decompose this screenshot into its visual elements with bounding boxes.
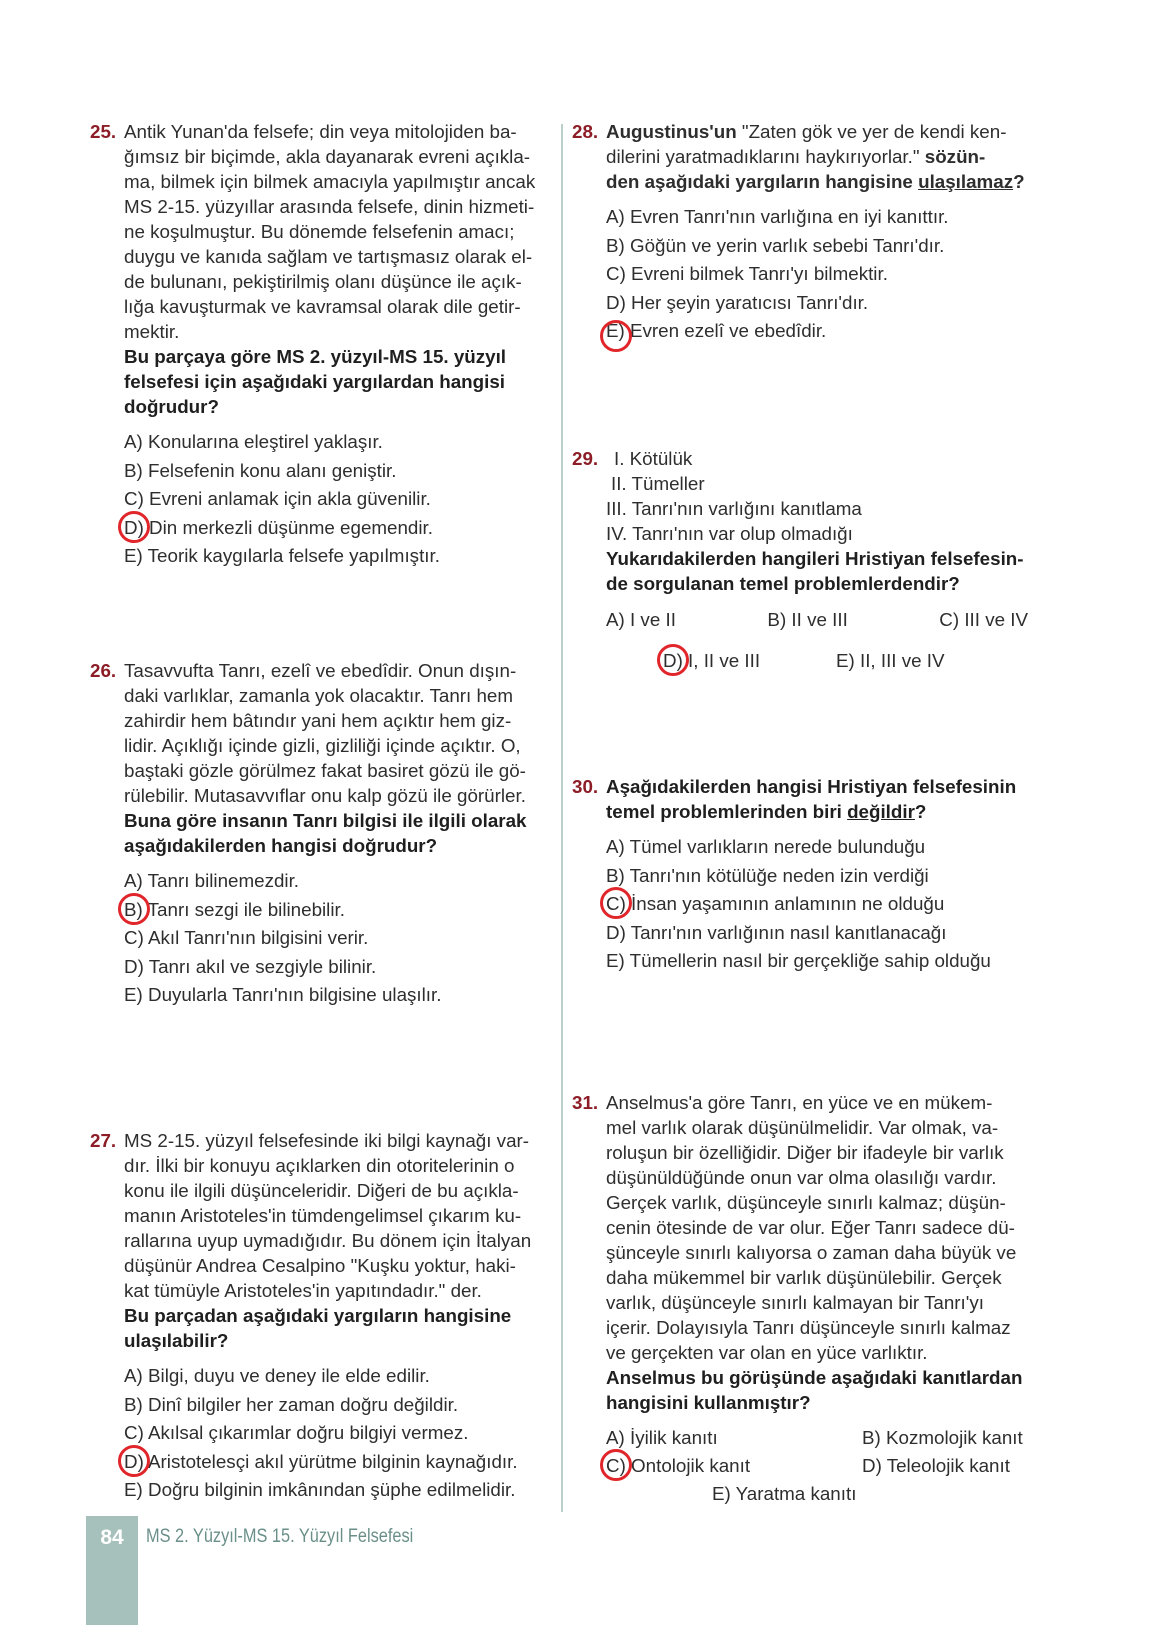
question-31	[572, 1090, 1036, 1510]
option-a[interactable]: A) Bilgi, duyu ve deney ile elde edilir.	[124, 1365, 430, 1386]
answer-circle-mark	[600, 1449, 632, 1481]
option-b[interactable]: B) Dinî bilgiler her zaman doğru değildir.	[124, 1393, 459, 1415]
question-text: Tasavvufta Tanrı, ezelî ve ebedîdir. Onun dışın- daki varlıklar, zamanla yok olacaktır. Tanrı hem zahirdir hem bâtındır yani hem açıktır hem giz- lidir. Açıklığı içinde gizli, gizliliği içinde açıktır. O, baştaki gözle görülmez fakat basiret gözü ile gö- rülebilir. Mutasavvıflar onu kalp gözü ile görürler.	[124, 660, 526, 806]
answer-circle-mark	[118, 1445, 150, 1477]
option-b[interactable]: B) Tanrı'nın kötülüğe neden izin verdiği	[606, 864, 929, 886]
question-items: I. Kötülük II. Tümeller III. Tanrı'nın varlığını kanıtlama IV. Tanrı'nın var olup olmadığı	[606, 448, 862, 544]
answer-circle-mark	[118, 511, 150, 543]
question-number: 31.	[572, 1092, 599, 1113]
option-b[interactable]: B) Kozmolojik kanıt	[862, 1427, 1023, 1448]
option-a[interactable]: A) Evren Tanrı'nın varlığına en iyi kanıttır.	[606, 206, 949, 227]
option-b[interactable]: B) II ve III	[767, 609, 848, 630]
option-b[interactable]: B) Felsefenin konu alanı geniştir.	[124, 459, 397, 481]
answer-circle-mark	[600, 320, 632, 352]
answer-options	[606, 833, 1036, 976]
question-number: 26.	[90, 660, 117, 681]
question-stem: Buna göre insanın Tanrı bilgisi ile ilgili olarak aşağıdakilerden hangisi doğrudur?	[124, 810, 527, 856]
question-number: 28.	[572, 121, 599, 142]
question-number: 29.	[572, 448, 599, 469]
answer-options	[124, 428, 553, 571]
question-28	[572, 119, 1036, 346]
option-a[interactable]: A) Tanrı bilinemezdir.	[124, 870, 300, 891]
option-a[interactable]: A) İyilik kanıtı	[606, 1427, 718, 1448]
answer-circle-mark	[657, 644, 689, 676]
answer-options	[124, 867, 553, 1010]
option-d[interactable]: D) Aristotelesçi akıl yürütme bilginin kaynağıdır.	[124, 1448, 553, 1477]
page-number: 84	[100, 1526, 124, 1549]
question-text: Augustinus'un "Zaten gök ve yer de kendi ken- dilerini yaratmadıklarını haykırıyorlar." sözün- den aşağıdaki yargıların hangisine ulaşılamaz?	[606, 121, 1025, 192]
question-26	[90, 658, 553, 1010]
option-e[interactable]: E) Doğru bilginin imkânından şüphe edilmelidir.	[124, 1479, 516, 1500]
option-b[interactable]: B) Göğün ve yerin varlık sebebi Tanrı'dır.	[606, 234, 945, 256]
question-27	[90, 1128, 553, 1505]
column-divider	[561, 124, 563, 1512]
option-a[interactable]: A) Konularına eleştirel yaklaşır.	[124, 431, 383, 452]
option-d[interactable]: D) Din merkezli düşünme egemendir.	[124, 514, 553, 543]
option-c[interactable]: C) Akıl Tanrı'nın bilgisini verir.	[124, 927, 369, 948]
option-c[interactable]: C) İnsan yaşamının anlamının ne olduğu	[606, 890, 1036, 919]
question-30	[572, 774, 1036, 976]
option-e[interactable]: E) II, III ve IV	[836, 649, 945, 671]
answer-circle-mark	[118, 893, 150, 925]
footer-title: MS 2. Yüzyıl-MS 15. Yüzyıl Felsefesi	[146, 1526, 414, 1547]
question-number: 30.	[572, 776, 599, 797]
question-text: MS 2-15. yüzyıl felsefesinde iki bilgi kaynağı var- dır. İlki bir konuyu açıklarken din otoritelerinin o konu ile ilgili düşünceleridir. Diğeri de bu açıkla- manın Aristoteles'in tümdengelimsel çıkarım ku- rallarına uyup uymadığıdır. Bu dönem için İtalyan düşünür Andrea Cesalpino "Kuşku yoktur, haki- kat tümüyle Aristoteles'in yapıtındadır." der.	[124, 1130, 532, 1301]
option-b[interactable]: B) Tanrı sezgi ile bilinebilir.	[124, 896, 553, 925]
answer-circle-mark	[600, 887, 632, 919]
option-e[interactable]: E) Evren ezelî ve ebedîdir.	[606, 317, 1036, 346]
question-text: Antik Yunan'da felsefe; din veya mitolojiden ba- ğımsız bir biçimde, akla dayanarak evreni açıkla- ma, bilmek için bilmek amacıyla yapılmıştır ancak MS 2-15. yüzyıllar arasında felsefe, dinin hizmeti- ne koşulmuştur. Bu dönemde felsefenin amacı; duygu ve kanıda sağlam ve tartışmasız olarak el- de bulunanı, pekiştirilmiş olanı düşünce ile açık- lığa kavuşturmak ve kavramsal olarak dile getir- mektir.	[124, 121, 536, 342]
option-d[interactable]: D) Teleolojik kanıt	[862, 1455, 1010, 1476]
option-d[interactable]: D) Tanrı'nın varlığının nasıl kanıtlanacağı	[606, 921, 947, 943]
option-c[interactable]: C) Akılsal çıkarımlar doğru bilgiyi vermez.	[124, 1422, 469, 1443]
option-d[interactable]: D) Her şeyin yaratıcısı Tanrı'dır.	[606, 291, 869, 313]
question-29	[572, 446, 1036, 675]
question-text: Anselmus'a göre Tanrı, en yüce ve en mükem- mel varlık olarak düşünülmelidir. Var olmak, va- roluşun bir özelliğidir. Diğer bir ifadeyle bir varlık düşünüldüğünde onun var olma olasılığı vardır. Gerçek varlık, düşünceyle sınırlı kalmaz; düşün- cenin ötesinde de var olur. Eğer Tanrı sadece dü- şünceyle sınırlı kalıyorsa o zaman daha büyük ve daha mükemmel bir varlık düşünülebilir. Gerçek varlık, düşünceyle sınırlı kalmayan bir Tanrı'yı içerir. Dolayısıyla Tanrı düşünceyle sınırlı kalmaz ve gerçekten var olan en yüce varlıktır.	[606, 1092, 1017, 1363]
option-d[interactable]: D) I, II ve III	[663, 647, 760, 676]
question-number: 25.	[90, 121, 117, 142]
question-stem: Anselmus bu görüşünde aşağıdaki kanıtlardan hangisini kullanmıştır?	[606, 1367, 1023, 1413]
question-stem: Yukarıdakilerden hangileri Hristiyan felsefesin- de sorgulanan temel problemlerdendir?	[606, 548, 1024, 594]
option-a[interactable]: A) I ve II	[606, 609, 676, 630]
option-e[interactable]: E) Yaratma kanıtı	[712, 1483, 857, 1504]
option-e[interactable]: E) Tümellerin nasıl bir gerçekliğe sahip olduğu	[606, 950, 991, 971]
question-number: 27.	[90, 1130, 117, 1151]
answer-options	[606, 1424, 1036, 1510]
option-d[interactable]: D) Tanrı akıl ve sezgiyle bilinir.	[124, 955, 377, 977]
question-stem: Bu parçadan aşağıdaki yargıların hangisine ulaşılabilir?	[124, 1305, 512, 1351]
answer-options	[124, 1362, 553, 1505]
question-stem: Aşağıdakilerden hangisi Hristiyan felsefesinin temel problemlerinden biri değildir?	[606, 776, 1017, 822]
question-stem: Bu parçaya göre MS 2. yüzyıl-MS 15. yüzyıl felsefesi için aşağıdaki yargılardan hangisi doğrudur?	[124, 346, 507, 417]
answer-options	[606, 203, 1036, 346]
option-c[interactable]: C) Ontolojik kanıt	[606, 1452, 750, 1481]
answer-options-row-1	[606, 606, 1028, 635]
question-25	[90, 119, 553, 571]
option-a[interactable]: A) Tümel varlıkların nerede bulunduğu	[606, 836, 926, 857]
option-e[interactable]: E) Teorik kaygılarla felsefe yapılmıştır.	[124, 545, 440, 566]
option-c[interactable]: C) Evreni anlamak için akla güvenilir.	[124, 488, 431, 509]
option-e[interactable]: E) Duyularla Tanrı'nın bilgisine ulaşılır.	[124, 984, 442, 1005]
option-c[interactable]: C) Evreni bilmek Tanrı'yı bilmektir.	[606, 263, 888, 284]
option-c[interactable]: C) III ve IV	[939, 609, 1028, 630]
answer-options-row-2	[606, 647, 1036, 675]
